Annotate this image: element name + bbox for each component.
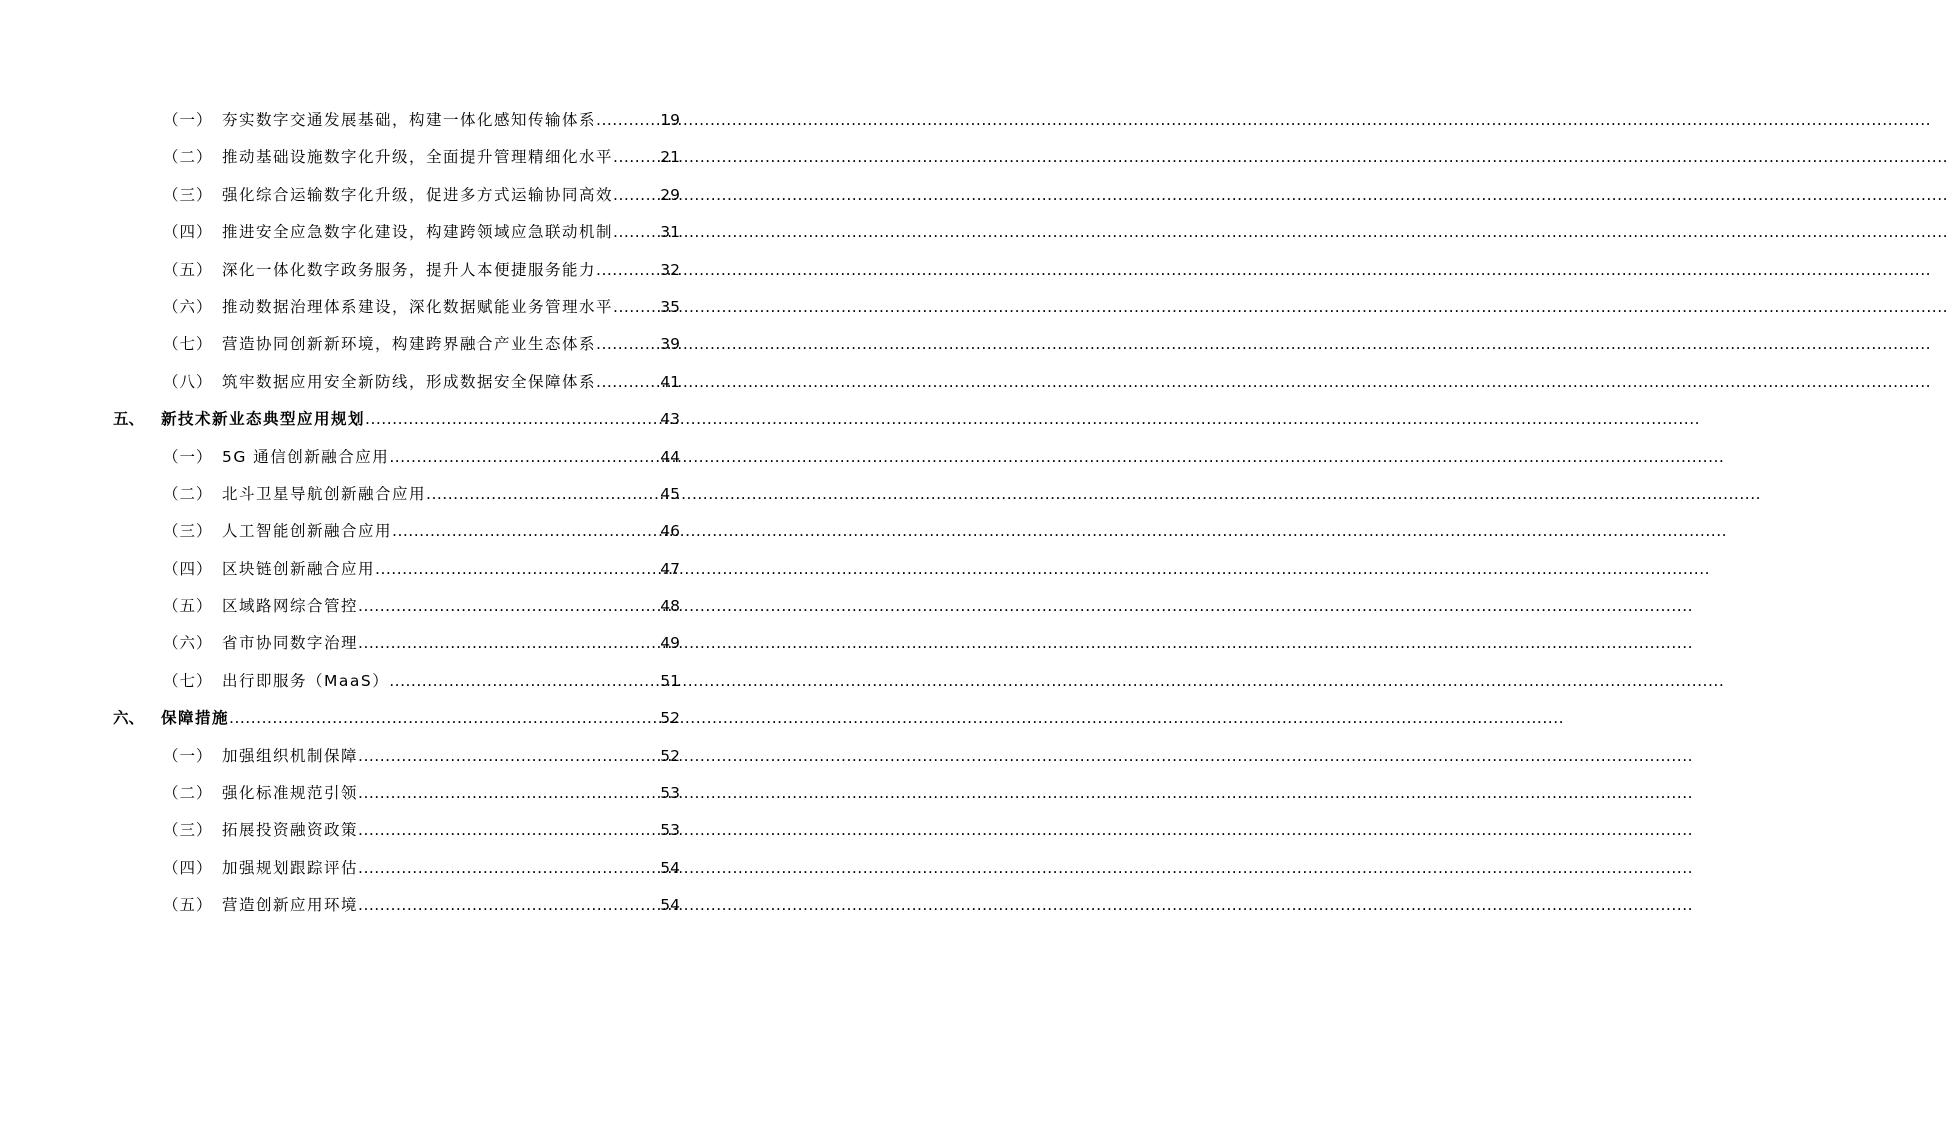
toc-dot-leader bbox=[358, 887, 659, 924]
toc-entry-number: （七） bbox=[163, 671, 213, 690]
toc-entry-line bbox=[222, 738, 680, 775]
toc-entry-title: 加强组织机制保障 bbox=[222, 746, 359, 765]
toc-page-number: 53 bbox=[660, 821, 680, 840]
toc-dot-leader bbox=[229, 700, 659, 737]
toc-page-number: 49 bbox=[660, 634, 680, 653]
toc-entry-number: （四） bbox=[163, 559, 213, 578]
toc-dot-leader bbox=[613, 289, 659, 326]
toc-entry-title: 夯实数字交通发展基础，构建一体化感知传输体系 bbox=[222, 111, 597, 129]
toc-section-entry[interactable] bbox=[0, 663, 793, 700]
toc-dot-leader bbox=[358, 775, 659, 812]
toc-entry-number: （三） bbox=[163, 522, 213, 541]
toc-dot-leader bbox=[358, 738, 659, 775]
toc-section-entry[interactable] bbox=[0, 214, 793, 251]
toc-dot-leader bbox=[613, 139, 659, 176]
toc-page-number: 54 bbox=[660, 858, 680, 877]
toc-entry-number: （六） bbox=[163, 634, 213, 653]
toc-entry-title: 强化综合运输数字化升级，促进多方式运输协同高效 bbox=[222, 185, 614, 204]
toc-entry-title: 出行即服务（MaaS） bbox=[222, 671, 390, 690]
toc-entry-number: （七） bbox=[163, 335, 213, 354]
toc-dot-leader bbox=[613, 214, 659, 251]
toc-page-number: 48 bbox=[660, 597, 680, 616]
toc-page-number: 39 bbox=[660, 335, 680, 354]
toc-entry-title: 加强规划跟踪评估 bbox=[222, 858, 359, 877]
toc-entry-number: （四） bbox=[163, 858, 213, 877]
toc-entry-number: （五） bbox=[163, 896, 213, 915]
toc-page-number: 51 bbox=[660, 671, 680, 690]
toc-entry-title: 区域路网综合管控 bbox=[222, 597, 359, 616]
toc-entry-line bbox=[222, 439, 680, 476]
toc-entry-line bbox=[161, 401, 680, 438]
toc-section-entry[interactable] bbox=[0, 625, 793, 662]
toc-dot-leader bbox=[613, 177, 659, 214]
toc-section-entry[interactable] bbox=[0, 177, 793, 214]
toc-page-number: 41 bbox=[660, 372, 680, 391]
toc-entry-title: 强化标准规范引领 bbox=[222, 784, 359, 803]
toc-entry-number: （二） bbox=[163, 484, 213, 503]
toc-entry-line bbox=[222, 214, 680, 251]
toc-entry-line bbox=[222, 850, 680, 887]
toc-dot-leader bbox=[596, 364, 659, 401]
toc-entry-title: 北斗卫星导航创新融合应用 bbox=[222, 484, 427, 503]
toc-entry-title: 区块链创新融合应用 bbox=[222, 559, 376, 578]
toc-entry-line bbox=[222, 252, 680, 289]
toc-section-entry[interactable] bbox=[0, 476, 793, 513]
toc-entry-line bbox=[222, 177, 680, 214]
toc-page-number: 46 bbox=[660, 522, 680, 541]
toc-entry-title: 营造协同创新新环境，构建跨界融合产业生态体系 bbox=[222, 335, 597, 354]
toc-section-entry[interactable] bbox=[0, 887, 793, 924]
toc-entry-number: （五） bbox=[163, 260, 213, 279]
toc-entry-title: 推动数据治理体系建设，深化数据赋能业务管理水平 bbox=[222, 297, 614, 316]
toc-entry-title: 保障措施 bbox=[161, 709, 230, 728]
toc-entry-number: （三） bbox=[163, 821, 213, 840]
toc-page-number: 54 bbox=[660, 896, 680, 915]
toc-entry-number: （六） bbox=[163, 297, 213, 316]
toc-entry-number: （三） bbox=[163, 185, 213, 204]
toc-section-entry[interactable] bbox=[0, 850, 793, 887]
toc-page-number: 21 bbox=[660, 148, 680, 167]
toc-entry-number: （一） bbox=[163, 447, 213, 466]
toc-entry-line bbox=[222, 887, 680, 924]
toc-entry-number: （一） bbox=[163, 746, 213, 765]
toc-dot-leader bbox=[358, 625, 659, 662]
toc-page-number: 43 bbox=[660, 410, 680, 429]
toc-section-entry[interactable] bbox=[0, 139, 793, 176]
toc-dot-leader bbox=[392, 513, 659, 550]
toc-page-number: 45 bbox=[660, 484, 680, 503]
toc-entry-number: （四） bbox=[163, 223, 213, 242]
toc-section-entry[interactable] bbox=[0, 775, 793, 812]
toc-entry-title: 人工智能创新融合应用 bbox=[222, 522, 393, 541]
toc-entry-line bbox=[222, 289, 680, 326]
toc-entry-title: 筑牢数据应用安全新防线，形成数据安全保障体系 bbox=[222, 372, 597, 391]
toc-page-number: 31 bbox=[660, 223, 680, 242]
toc-entry-line bbox=[222, 625, 680, 662]
toc-page-number: 47 bbox=[660, 559, 680, 578]
toc-dot-leader bbox=[358, 850, 659, 887]
toc-entry-line bbox=[222, 513, 680, 550]
toc-dot-leader bbox=[365, 401, 659, 438]
toc-page-number: 53 bbox=[660, 784, 680, 803]
toc-section-entry[interactable] bbox=[0, 102, 793, 139]
toc-chapter-entry[interactable] bbox=[0, 700, 793, 737]
toc-entry-line bbox=[222, 102, 680, 139]
toc-dot-leader bbox=[596, 252, 659, 289]
toc-dot-leader bbox=[358, 812, 659, 849]
toc-entry-title: 深化一体化数字政务服务，提升人本便捷服务能力 bbox=[222, 260, 597, 279]
toc-page-number: 19 bbox=[660, 111, 680, 129]
toc-entry-title: 推进安全应急数字化建设，构建跨领域应急联动机制 bbox=[222, 223, 614, 242]
toc-dot-leader bbox=[389, 663, 659, 700]
toc-entry-number: （二） bbox=[163, 148, 213, 167]
toc-entry-title: 新技术新业态典型应用规划 bbox=[161, 410, 366, 429]
toc-entry-number: （一） bbox=[163, 111, 213, 129]
toc-chapter-entry[interactable] bbox=[0, 401, 793, 438]
toc-section-entry[interactable] bbox=[0, 326, 793, 363]
toc-dot-leader bbox=[375, 551, 659, 588]
toc-dot-leader bbox=[389, 439, 659, 476]
toc-section-entry[interactable] bbox=[0, 551, 793, 588]
toc-entry-number: （二） bbox=[163, 784, 213, 803]
toc-section-entry[interactable] bbox=[0, 812, 793, 849]
toc-dot-leader bbox=[596, 326, 659, 363]
toc-entry-line bbox=[222, 663, 680, 700]
toc-entry-title: 拓展投资融资政策 bbox=[222, 821, 359, 840]
toc-entry-line bbox=[222, 588, 680, 625]
toc-page-number: 52 bbox=[660, 709, 680, 728]
toc-section-entry[interactable] bbox=[0, 252, 793, 289]
toc-section-entry[interactable] bbox=[0, 513, 793, 550]
toc-section-entry[interactable] bbox=[0, 289, 793, 326]
toc-page-number: 44 bbox=[660, 447, 680, 466]
toc-entry-line bbox=[222, 139, 680, 176]
toc-entry-title: 省市协同数字治理 bbox=[222, 634, 359, 653]
toc-page-number: 29 bbox=[660, 185, 680, 204]
toc-section-entry[interactable] bbox=[0, 588, 793, 625]
toc-page-number: 35 bbox=[660, 297, 680, 316]
toc-entry-line bbox=[222, 775, 680, 812]
toc-page-number: 32 bbox=[660, 260, 680, 279]
toc-section-entry[interactable] bbox=[0, 439, 793, 476]
toc-entry-title: 5G 通信创新融合应用 bbox=[222, 447, 390, 466]
toc-entry-line bbox=[222, 551, 680, 588]
toc-entry-title: 推动基础设施数字化升级，全面提升管理精细化水平 bbox=[222, 148, 614, 167]
toc-entry-line bbox=[161, 700, 680, 737]
toc-entry-line bbox=[222, 812, 680, 849]
toc-entry-line bbox=[222, 364, 680, 401]
table-of-contents bbox=[0, 102, 793, 925]
toc-entry-number: （五） bbox=[163, 597, 213, 616]
toc-entry-number: 五、 bbox=[113, 410, 145, 429]
toc-section-entry[interactable] bbox=[0, 738, 793, 775]
toc-dot-leader bbox=[426, 476, 659, 513]
toc-entry-number: （八） bbox=[163, 372, 213, 391]
toc-entry-line bbox=[222, 476, 680, 513]
toc-entry-number: 六、 bbox=[113, 709, 145, 728]
toc-page-number: 52 bbox=[660, 746, 680, 765]
toc-entry-title: 营造创新应用环境 bbox=[222, 896, 359, 915]
toc-entry-line bbox=[222, 326, 680, 363]
toc-dot-leader bbox=[358, 588, 659, 625]
toc-section-entry[interactable] bbox=[0, 364, 793, 401]
toc-dot-leader bbox=[596, 102, 659, 139]
